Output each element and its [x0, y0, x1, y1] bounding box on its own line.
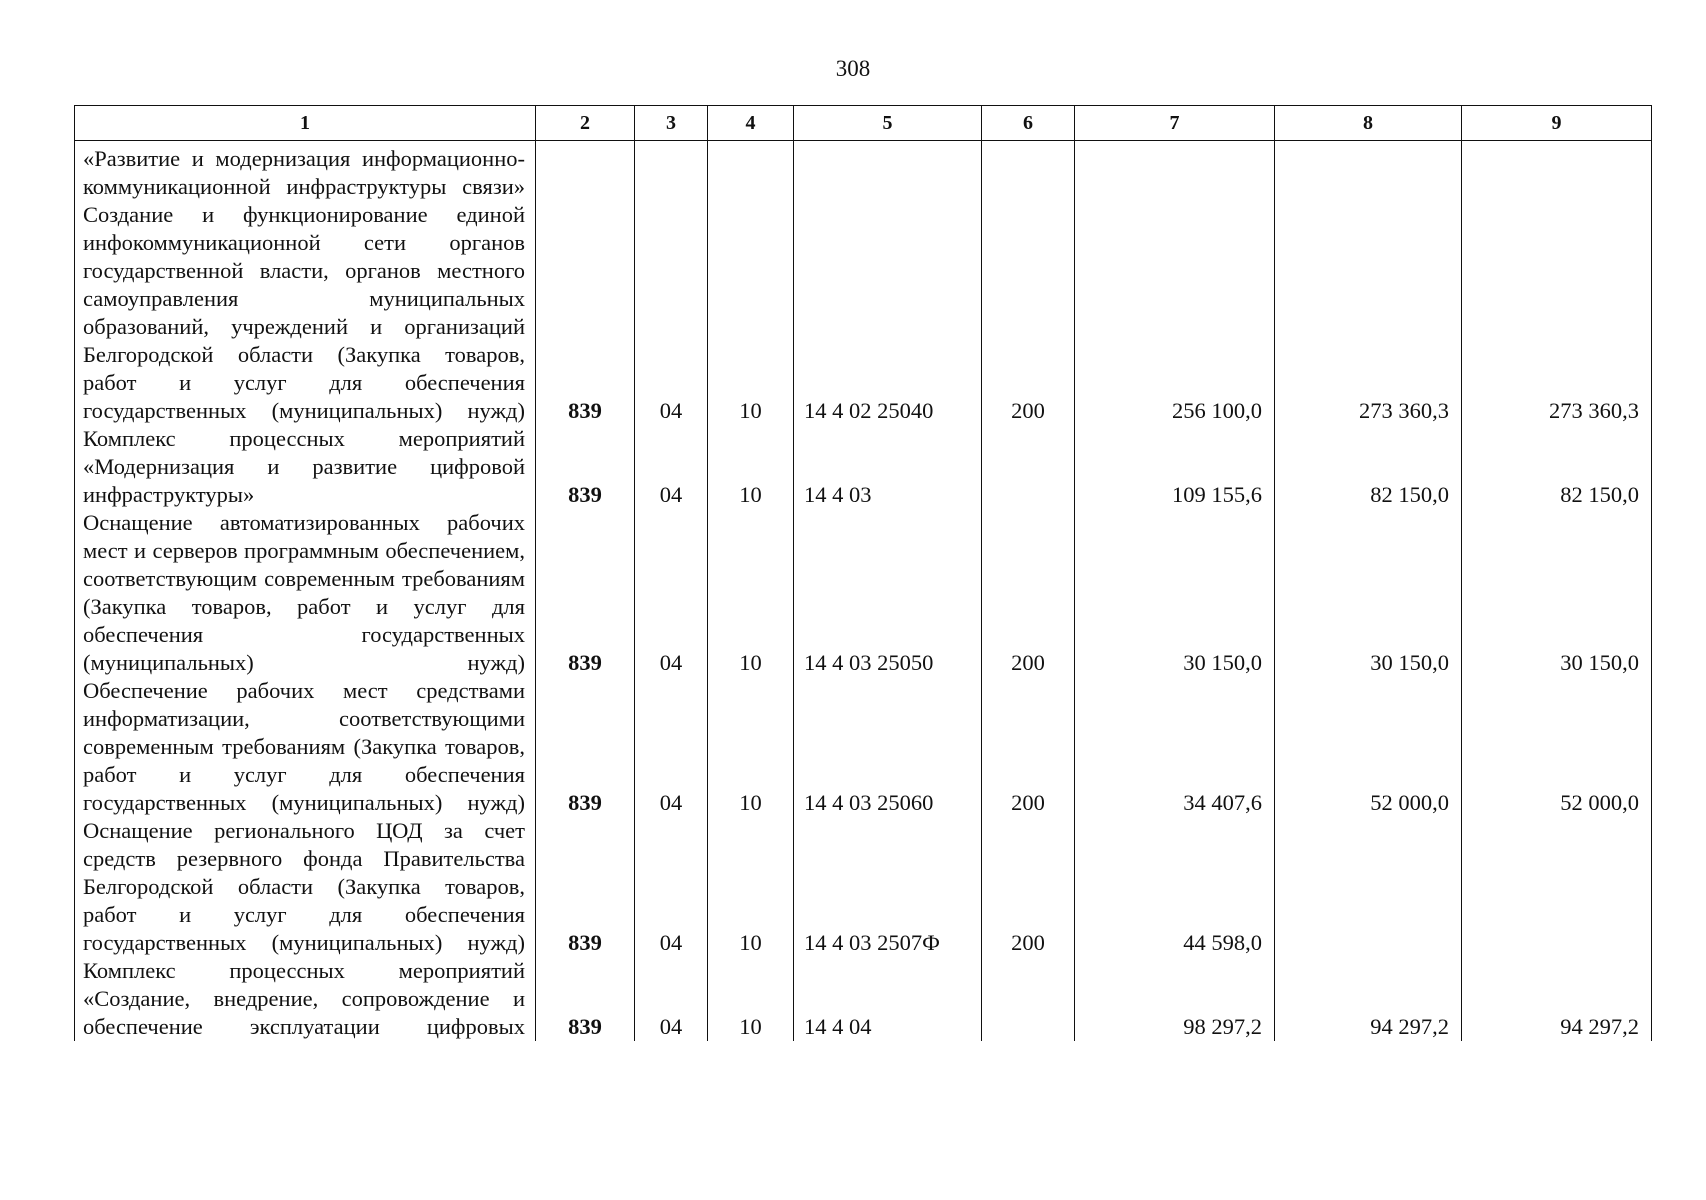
row-csr: 14 4 04 — [794, 957, 982, 1041]
row-year1: 34 407,6 — [1075, 677, 1275, 817]
header-cell: 5 — [794, 106, 982, 141]
header-cell: 1 — [75, 106, 536, 141]
row-vr — [982, 957, 1075, 1041]
row-name: Комплекс процессных мероприятий «Модернизация и развитие цифровой инфраструктуры» — [75, 425, 536, 509]
row-pr: 10 — [708, 509, 794, 677]
header-cell: 7 — [1075, 106, 1275, 141]
row-rz: 04 — [635, 425, 708, 509]
row-year3: 30 150,0 — [1462, 509, 1652, 677]
row-name: Оснащение автоматизированных рабочих мест и серверов программным обеспечением, соответствующим современным требованиям (Закупка товаров, работ и услуг для обеспечения государственных (муниципальных) нужд) — [75, 509, 536, 677]
header-cell: 2 — [536, 106, 635, 141]
row-year1: 109 155,6 — [1075, 425, 1275, 509]
row-pr: 10 — [708, 817, 794, 957]
row-grbs — [536, 141, 635, 202]
table-row — [75, 425, 1652, 509]
row-csr: 14 4 03 25060 — [794, 677, 982, 817]
row-name: Оснащение регионального ЦОД за счет средств резервного фонда Правительства Белгородской области (Закупка товаров, работ и услуг для обеспечения государственных (муниципальных) нужд) — [75, 817, 536, 957]
row-year3: 52 000,0 — [1462, 677, 1652, 817]
row-grbs: 839 — [536, 677, 635, 817]
row-year1 — [1075, 141, 1275, 202]
row-vr: 200 — [982, 817, 1075, 957]
row-year2: 52 000,0 — [1275, 677, 1462, 817]
table-row — [75, 141, 1652, 202]
row-vr: 200 — [982, 677, 1075, 817]
row-pr: 10 — [708, 957, 794, 1041]
row-year2 — [1275, 817, 1462, 957]
row-year1: 256 100,0 — [1075, 201, 1275, 425]
row-csr: 14 4 03 25050 — [794, 509, 982, 677]
row-csr: 14 4 02 25040 — [794, 201, 982, 425]
budget-table — [74, 105, 1652, 1041]
row-grbs: 839 — [536, 817, 635, 957]
page-number: 308 — [835, 56, 871, 81]
row-year2: 273 360,3 — [1275, 201, 1462, 425]
row-name: Обеспечение рабочих мест средствами информатизации, соответствующими современным требованиям (Закупка товаров, работ и услуг для обеспечения государственных (муниципальных) нужд) — [75, 677, 536, 817]
row-year2: 82 150,0 — [1275, 425, 1462, 509]
header-row — [75, 106, 1652, 141]
row-year1: 44 598,0 — [1075, 817, 1275, 957]
row-pr — [708, 141, 794, 202]
row-year1: 30 150,0 — [1075, 509, 1275, 677]
table-row — [75, 509, 1652, 677]
row-grbs: 839 — [536, 425, 635, 509]
row-year2: 94 297,2 — [1275, 957, 1462, 1041]
row-csr: 14 4 03 — [794, 425, 982, 509]
row-rz: 04 — [635, 509, 708, 677]
header-cell: 9 — [1462, 106, 1652, 141]
row-grbs: 839 — [536, 957, 635, 1041]
row-rz — [635, 141, 708, 202]
row-csr: 14 4 03 2507Ф — [794, 817, 982, 957]
row-pr: 10 — [708, 677, 794, 817]
header-cell: 4 — [708, 106, 794, 141]
table-row — [75, 957, 1652, 1041]
table-row — [75, 677, 1652, 817]
row-year3: 94 297,2 — [1462, 957, 1652, 1041]
row-name: Создание и функционирование единой инфокоммуникационной сети органов государственной власти, органов местного самоуправления муниципальных образований, учреждений и организаций Белгородской области (Закупка товаров, работ и услуг для обеспечения государственных (муниципальных) нужд) — [75, 201, 536, 425]
row-rz: 04 — [635, 817, 708, 957]
row-year3 — [1462, 817, 1652, 957]
row-year2 — [1275, 141, 1462, 202]
row-pr: 10 — [708, 201, 794, 425]
row-year3: 82 150,0 — [1462, 425, 1652, 509]
row-vr: 200 — [982, 201, 1075, 425]
header-cell: 8 — [1275, 106, 1462, 141]
header-cell: 3 — [635, 106, 708, 141]
row-name: Комплекс процессных мероприятий «Создание, внедрение, сопровождение и обеспечение эксплуатации цифровых — [75, 957, 536, 1041]
header-cell: 6 — [982, 106, 1075, 141]
row-vr — [982, 425, 1075, 509]
row-grbs: 839 — [536, 201, 635, 425]
row-grbs: 839 — [536, 509, 635, 677]
row-year3: 273 360,3 — [1462, 201, 1652, 425]
row-csr — [794, 141, 982, 202]
row-year3 — [1462, 141, 1652, 202]
row-rz: 04 — [635, 201, 708, 425]
row-vr: 200 — [982, 509, 1075, 677]
row-rz: 04 — [635, 677, 708, 817]
table-row — [75, 201, 1652, 425]
row-year2: 30 150,0 — [1275, 509, 1462, 677]
row-name: «Развитие и модернизация информационно-коммуникационной инфраструктуры связи» — [75, 141, 536, 202]
table-row — [75, 817, 1652, 957]
row-year1: 98 297,2 — [1075, 957, 1275, 1041]
row-vr — [982, 141, 1075, 202]
row-rz: 04 — [635, 957, 708, 1041]
row-pr: 10 — [708, 425, 794, 509]
